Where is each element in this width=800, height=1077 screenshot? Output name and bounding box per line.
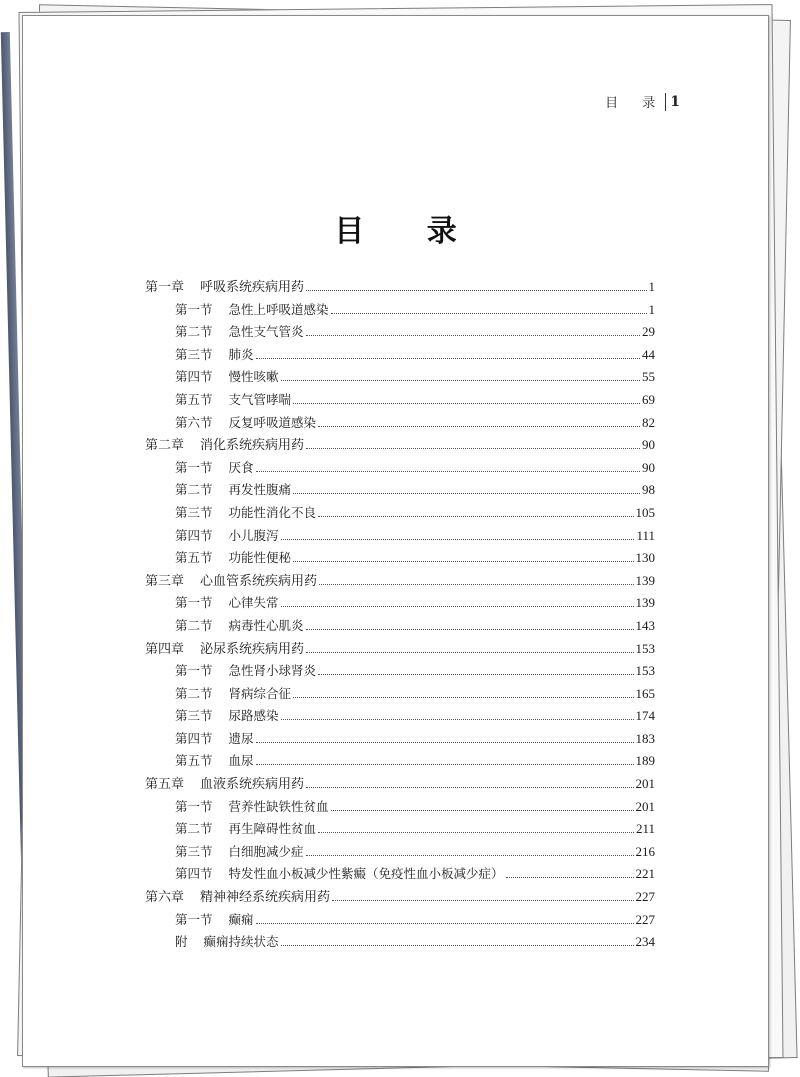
toc-entry-title: 白细胞减少症 (228, 843, 304, 859)
toc-entry-page: 211 (635, 821, 655, 837)
toc-entry-page: 1 (648, 301, 655, 317)
toc-list (145, 276, 655, 954)
toc-entry-page: 174 (635, 708, 655, 724)
toc-entry-number: 第六章 (145, 890, 185, 906)
toc-section-row (145, 683, 655, 706)
toc-entry-label (145, 639, 304, 662)
toc-entry-label (175, 321, 304, 344)
toc-chapter-row (145, 638, 655, 661)
toc-entry-label (175, 863, 504, 886)
toc-entry-label (145, 571, 317, 594)
toc-entry-title: 厌食 (228, 459, 254, 475)
toc-chapter-row (145, 886, 655, 909)
toc-entry-number: 第一节 (175, 595, 213, 611)
toc-entry-label (145, 887, 330, 910)
toc-section-row (145, 705, 655, 728)
toc-entry-number: 第一节 (175, 459, 213, 475)
toc-section-row (145, 615, 655, 638)
toc-leader-dots (318, 426, 640, 427)
toc-leader-dots (281, 606, 634, 607)
toc-leader-dots (281, 719, 634, 720)
toc-entry-number: 第一节 (175, 301, 213, 317)
toc-entry-number: 第五章 (145, 777, 185, 793)
toc-entry-page: 55 (642, 369, 655, 385)
toc-leader-dots (306, 652, 633, 653)
toc-entry-page: 189 (635, 753, 655, 769)
toc-leader-dots (331, 313, 647, 314)
toc-leader-dots (332, 900, 633, 901)
toc-entry-label (175, 299, 329, 322)
toc-entry-label (175, 796, 329, 819)
toc-entry-title: 呼吸系统疾病用药 (200, 280, 305, 295)
toc-section-row (145, 863, 655, 886)
running-head-page-number: 1 (670, 93, 680, 110)
toc-section-row (145, 479, 655, 502)
running-head-title: 目 录 (605, 96, 666, 111)
toc-leader-dots (331, 810, 634, 811)
toc-entry-page: 69 (642, 391, 655, 407)
toc-entry-title: 血尿 (228, 753, 254, 769)
toc-entry-page: 90 (642, 459, 655, 475)
toc-entry-number: 第四节 (175, 730, 213, 746)
toc-entry-title: 心血管系统疾病用药 (200, 573, 318, 589)
toc-leader-dots (256, 923, 634, 924)
toc-entry-page: 201 (635, 776, 655, 792)
toc-entry-page: 82 (642, 414, 655, 430)
toc-section-row (145, 389, 655, 412)
toc-page (22, 15, 769, 1067)
toc-section-row (145, 547, 655, 570)
toc-entry-label (175, 841, 304, 864)
toc-section-row (145, 299, 655, 322)
toc-entry-label (175, 457, 254, 480)
toc-entry-page: 234 (635, 934, 655, 950)
toc-entry-title: 遗尿 (228, 730, 254, 746)
toc-entry-number: 第三节 (175, 504, 213, 520)
toc-entry-label (175, 931, 279, 954)
toc-leader-dots (306, 855, 634, 856)
toc-entry-number: 第四章 (145, 641, 185, 657)
toc-entry-title: 再生障碍性贫血 (228, 821, 317, 837)
toc-entry-label (175, 750, 254, 773)
toc-entry-title: 肺炎 (228, 346, 254, 362)
toc-entry-page: 201 (635, 798, 655, 814)
toc-entry-label (175, 909, 254, 932)
toc-entry-page: 105 (635, 504, 655, 520)
toc-entry-label (175, 683, 291, 706)
toc-entry-label (175, 344, 254, 367)
toc-entry-label (175, 389, 291, 412)
toc-entry-title: 急性支气管炎 (228, 324, 304, 340)
toc-entry-title: 再发性腹痛 (228, 482, 292, 498)
toc-leader-dots (293, 403, 640, 404)
toc-entry-title: 泌尿系统疾病用药 (200, 641, 305, 657)
toc-leader-dots (256, 764, 634, 765)
toc-entry-number: 第五节 (175, 753, 213, 769)
toc-entry-title: 慢性咳嗽 (228, 369, 279, 385)
running-head (605, 92, 680, 111)
toc-section-row (145, 321, 655, 344)
toc-entry-title: 功能性消化不良 (228, 504, 317, 520)
toc-entry-page: 153 (635, 663, 655, 679)
toc-entry-label (145, 277, 304, 300)
toc-entry-title: 支气管哮喘 (228, 391, 292, 407)
toc-entry-title: 尿路感染 (228, 708, 279, 724)
toc-leader-dots (306, 787, 633, 788)
toc-entry-page: 139 (635, 572, 655, 588)
toc-entry-title: 血液系统疾病用药 (200, 777, 305, 793)
toc-entry-number: 第六节 (175, 414, 213, 430)
toc-leader-dots (256, 471, 640, 472)
toc-entry-number: 第四节 (175, 369, 213, 385)
toc-leader-dots (281, 945, 634, 946)
toc-entry-title: 心律失常 (228, 595, 279, 611)
toc-entry-page: 183 (635, 730, 655, 746)
toc-leader-dots (318, 674, 633, 675)
toc-entry-number: 第三节 (175, 843, 213, 859)
toc-leader-dots (306, 290, 646, 291)
toc-entry-label (145, 774, 304, 797)
toc-entry-label (175, 818, 316, 841)
toc-entry-page: 111 (636, 527, 655, 543)
toc-entry-number: 第一章 (145, 280, 185, 295)
toc-entry-label (175, 615, 304, 638)
toc-leader-dots (319, 584, 633, 585)
toc-section-row (145, 525, 655, 548)
toc-entry-number: 第二节 (175, 821, 213, 837)
toc-section-row (145, 344, 655, 367)
toc-entry-number: 第二节 (175, 685, 213, 701)
toc-chapter-row (145, 570, 655, 593)
toc-entry-number: 第三章 (145, 573, 185, 589)
toc-entry-number: 第五节 (175, 391, 213, 407)
toc-section-row (145, 796, 655, 819)
toc-section-row (145, 818, 655, 841)
toc-entry-page: 227 (635, 889, 655, 905)
toc-leader-dots (506, 877, 634, 878)
toc-entry-title: 特发性血小板减少性紫癜（免疫性血小板减少症） (228, 866, 504, 882)
toc-entry-page: 44 (642, 346, 655, 362)
toc-entry-title: 精神神经系统疾病用药 (200, 890, 331, 906)
toc-entry-number: 第二节 (175, 617, 213, 633)
toc-section-row (145, 660, 655, 683)
toc-entry-label (175, 479, 291, 502)
toc-entry-number: 第二章 (145, 438, 185, 454)
toc-entry-title: 消化系统疾病用药 (200, 438, 305, 454)
toc-section-row (145, 592, 655, 615)
toc-entry-label (175, 366, 279, 389)
toc-entry-page: 143 (635, 617, 655, 633)
toc-entry-page: 216 (635, 843, 655, 859)
toc-entry-number: 第一节 (175, 798, 213, 814)
toc-leader-dots (293, 493, 640, 494)
toc-leader-dots (293, 697, 633, 698)
toc-leader-dots (256, 358, 640, 359)
toc-entry-page: 1 (648, 279, 655, 294)
running-head-divider (665, 93, 666, 111)
toc-entry-title: 病毒性心肌炎 (228, 617, 304, 633)
toc-entry-title: 急性肾小球肾炎 (228, 663, 317, 679)
toc-section-row (145, 366, 655, 389)
toc-section-row (145, 909, 655, 932)
toc-entry-page: 139 (635, 595, 655, 611)
toc-chapter-row (145, 434, 655, 457)
toc-entry-number: 第五节 (175, 550, 213, 566)
toc-leader-dots (306, 629, 634, 630)
toc-leader-dots (293, 561, 633, 562)
toc-entry-number: 第四节 (175, 866, 213, 882)
toc-leader-dots (318, 832, 634, 833)
toc-entry-page: 227 (635, 911, 655, 927)
toc-entry-label (175, 728, 254, 751)
toc-entry-number: 附 (175, 934, 188, 950)
toc-entry-number: 第四节 (175, 527, 213, 543)
toc-entry-label (175, 412, 316, 435)
toc-leader-dots (318, 516, 633, 517)
toc-entry-label (145, 435, 304, 458)
toc-chapter-row (145, 773, 655, 796)
toc-section-row (145, 412, 655, 435)
toc-entry-title: 急性上呼吸道感染 (228, 301, 329, 317)
toc-leader-dots (306, 335, 640, 336)
toc-entry-number: 第一节 (175, 663, 213, 679)
toc-entry-title: 反复呼吸道感染 (228, 414, 317, 430)
toc-entry-title: 功能性便秘 (228, 550, 292, 566)
toc-leader-dots (281, 539, 635, 540)
toc-title: 目 录 (334, 214, 483, 249)
toc-entry-number: 第二节 (175, 324, 213, 340)
toc-entry-label (175, 547, 291, 570)
toc-entry-label (175, 502, 316, 525)
toc-section-row (145, 502, 655, 525)
toc-leader-dots (256, 742, 634, 743)
toc-entry-title: 小儿腹泻 (228, 527, 279, 543)
toc-entry-title: 癫痫持续状态 (203, 934, 279, 950)
toc-entry-number: 第三节 (175, 346, 213, 362)
toc-section-row (145, 931, 655, 954)
toc-entry-title: 癫痫 (228, 911, 254, 927)
toc-chapter-row (145, 276, 655, 299)
toc-entry-page: 221 (635, 866, 655, 882)
toc-entry-page: 153 (635, 640, 655, 656)
toc-section-row (145, 728, 655, 751)
toc-entry-title: 肾病综合征 (228, 685, 292, 701)
toc-leader-dots (281, 380, 640, 381)
toc-entry-label (175, 592, 279, 615)
toc-section-row (145, 457, 655, 480)
toc-entry-number: 第三节 (175, 708, 213, 724)
toc-entry-page: 90 (642, 437, 655, 453)
toc-section-row (145, 841, 655, 864)
toc-entry-page: 98 (642, 482, 655, 498)
toc-entry-page: 130 (635, 550, 655, 566)
toc-entry-number: 第一节 (175, 911, 213, 927)
toc-entry-title: 营养性缺铁性贫血 (228, 798, 329, 814)
toc-leader-dots (306, 448, 640, 449)
toc-entry-page: 29 (642, 324, 655, 340)
toc-entry-label (175, 525, 279, 548)
toc-entry-label (175, 660, 316, 683)
toc-section-row (145, 750, 655, 773)
toc-entry-page: 165 (635, 685, 655, 701)
toc-entry-label (175, 705, 279, 728)
toc-entry-number: 第二节 (175, 482, 213, 498)
